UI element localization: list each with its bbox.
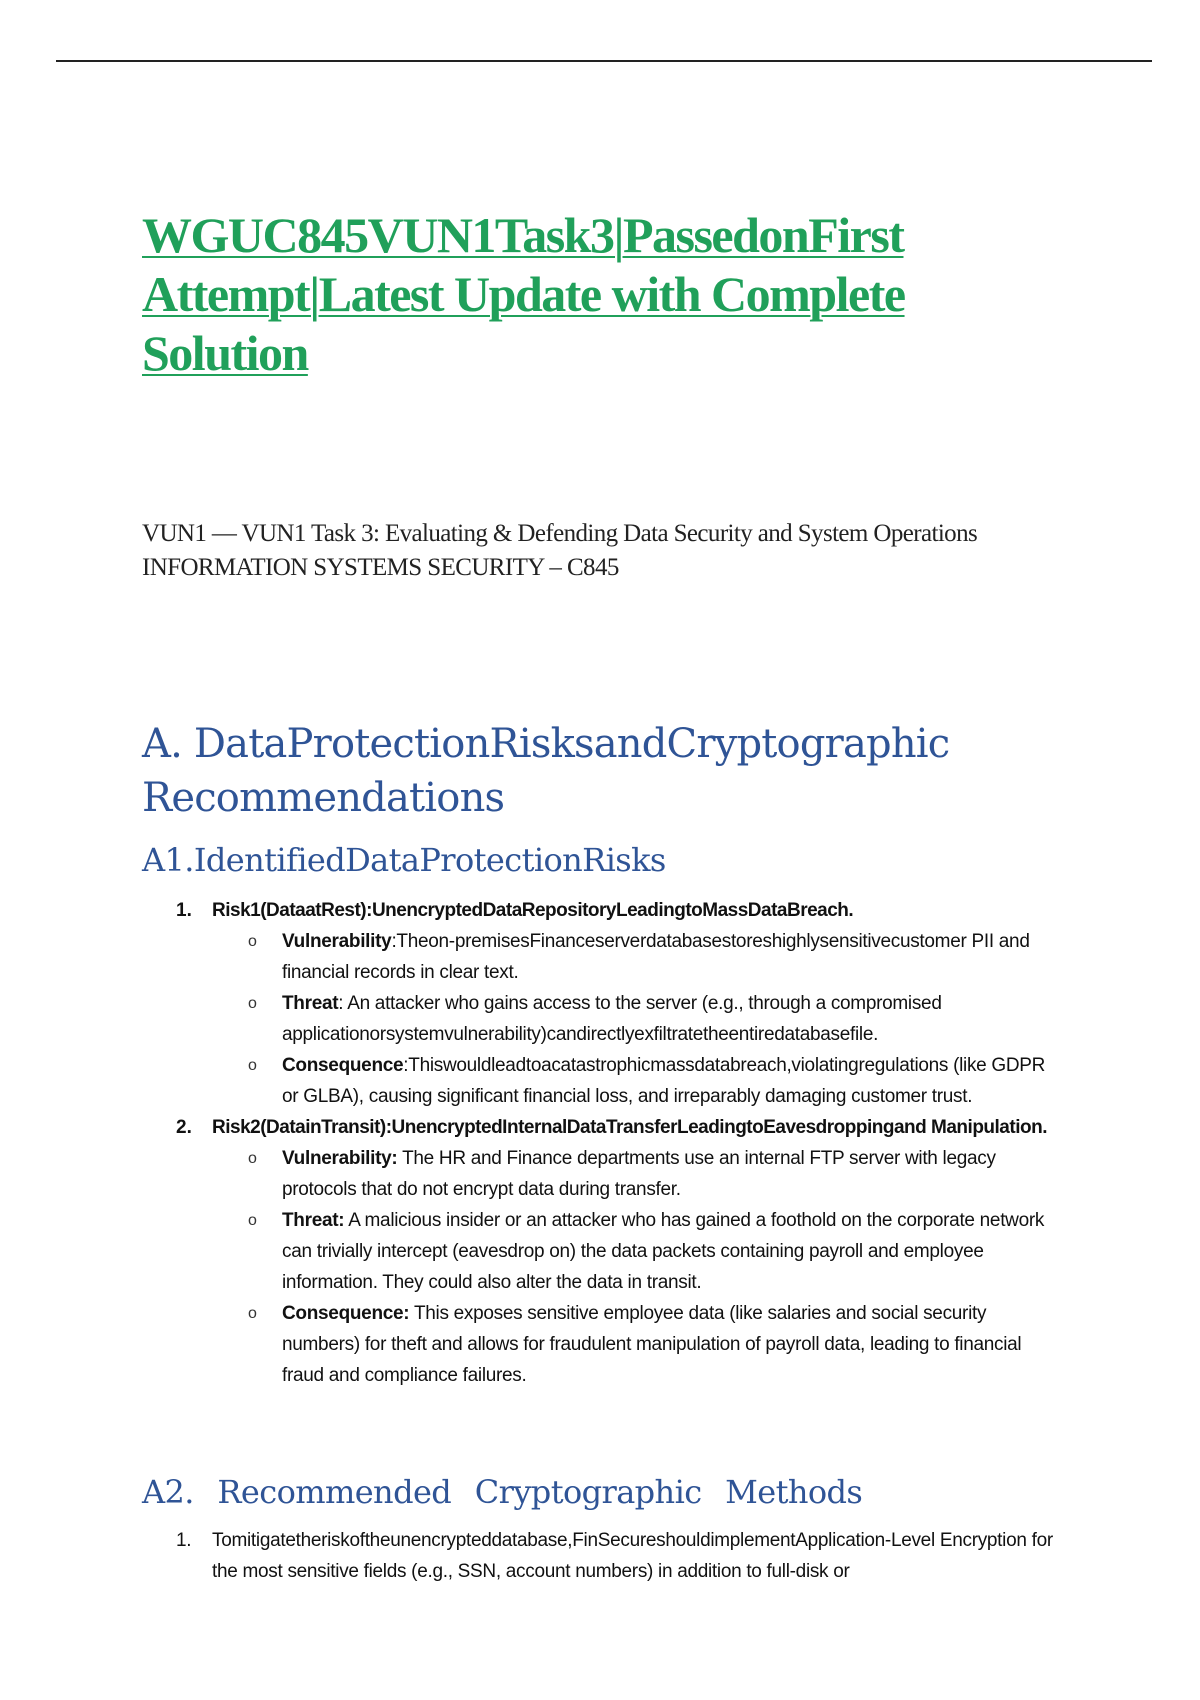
risk-item-1 (176, 895, 1056, 1112)
recommendation-list (176, 1525, 1056, 1587)
recommendation-item-1 (176, 1525, 1056, 1587)
circle-bullet-icon: o (248, 1212, 257, 1229)
subtitle-course-name: INFORMATION SYSTEMS SECURITY – C845 (142, 554, 619, 581)
risk-number: 1. (176, 900, 192, 921)
detail-text: : An attacker who gains access to the server (e.g., through a compromised applicationorsystemvulnerability)candirectlyexfiltratetheentiredatabasefile. (282, 993, 942, 1045)
recommendation-text: Tomitigatetheriskoftheunencrypteddatabase,FinSecureshouldimplementApplication-Level Encryption for the most sensitive fields (e.g., SSN, account numbers) in addition to full-disk or (212, 1530, 1053, 1582)
detail-text: The HR and Finance departments use an internal FTP server with legacy protocols that do not encrypt data during transfer. (282, 1148, 996, 1200)
risk-title: Risk1(DataatRest):UnencryptedDataRepositoryLeadingtoMassDataBreach. (212, 900, 854, 921)
detail-text: :Theon-premisesFinanceserverdatabasestoreshighlysensitivecustomer PII and financial records in clear text. (282, 931, 1030, 983)
circle-bullet-icon: o (248, 995, 257, 1012)
risk-detail-list (212, 926, 1056, 1112)
detail-label: Consequence (282, 1055, 404, 1076)
section-a1-heading: A1.IdentifiedDataProtectionRisks (142, 841, 666, 879)
detail-label: Threat: (282, 1210, 345, 1231)
risk-detail-consequence (212, 1050, 1056, 1112)
document-title (142, 206, 992, 383)
detail-label: Vulnerability: (282, 1148, 398, 1169)
document-title-link[interactable]: WGUC845VUN1Task3|PassedonFirst Attempt|Latest Update with Complete Solution (142, 207, 905, 381)
detail-label: Vulnerability (282, 931, 392, 952)
top-rule (56, 60, 1152, 62)
risk-detail-threat (212, 1205, 1056, 1298)
risk-list (176, 895, 1056, 1391)
circle-bullet-icon: o (248, 1150, 257, 1167)
section-a-heading: A. DataProtectionRisksandCryptographic Recommendations (142, 721, 950, 821)
section-a2-heading: A2. Recommended Cryptographic Methods (142, 1473, 863, 1511)
risk-number: 2. (176, 1117, 192, 1138)
recommendation-number: 1. (176, 1530, 192, 1551)
circle-bullet-icon: o (248, 1057, 257, 1074)
detail-label: Consequence: (282, 1303, 410, 1324)
risk-detail-consequence (212, 1298, 1056, 1391)
detail-text: :Thiswouldleadtoacatastrophicmassdatabreach,violatingregulations (like GDPR or GLBA), causing significant financial loss, and irreparably damaging customer trust. (282, 1055, 1046, 1107)
circle-bullet-icon: o (248, 1305, 257, 1322)
risk-detail-threat (212, 988, 1056, 1050)
risk-title: Risk2(DatainTransit):UnencryptedInternalDataTransferLeadingtoEavesdroppingand Manipulation. (212, 1117, 1047, 1138)
risk-item-2 (176, 1112, 1056, 1391)
risk-detail-list (212, 1143, 1056, 1391)
subtitle-course-line: VUN1 — VUN1 Task 3: Evaluating & Defending Data Security and System Operations (142, 520, 978, 547)
risk-detail-vulnerability (212, 926, 1056, 988)
detail-text: This exposes sensitive employee data (like salaries and social security numbers) for theft and allows for fraudulent manipulation of payroll data, leading to financial fraud and compliance failures. (282, 1303, 1022, 1386)
detail-text: A malicious insider or an attacker who has gained a foothold on the corporate network can trivially intercept (eavesdrop on) the data packets containing payroll and employee information. They could also alter the data in transit. (282, 1210, 1045, 1293)
circle-bullet-icon: o (248, 933, 257, 950)
document-subtitle (142, 517, 1062, 585)
risk-detail-vulnerability (212, 1143, 1056, 1205)
detail-label: Threat (282, 993, 339, 1014)
